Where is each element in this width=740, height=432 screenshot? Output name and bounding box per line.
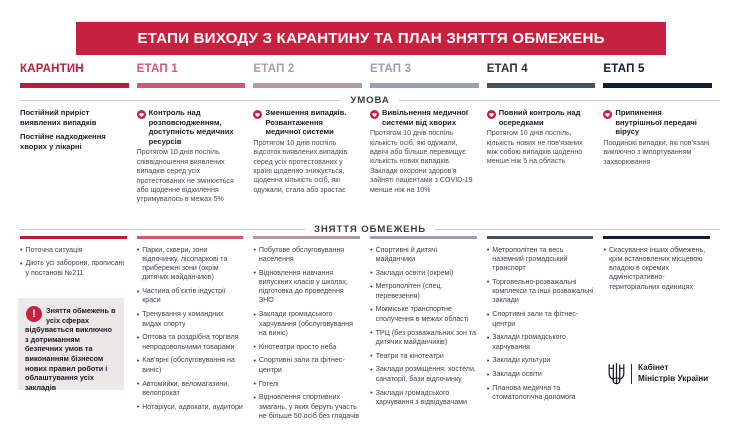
- list-item: • Спортивні зали та фітнес-центри: [487, 310, 594, 329]
- list-item: • Оптова та роздрібна торгівля непродовольчими товарами: [137, 333, 244, 352]
- condition-column-2: [137, 108, 254, 218]
- cabinet-of-ministers-logo: [608, 362, 708, 385]
- exclamation-icon: !: [26, 306, 42, 322]
- heart-icon: [603, 110, 612, 119]
- stage-label: ЕТАП 3: [370, 63, 412, 75]
- restriction-column-3: [253, 236, 370, 420]
- restriction-color-bar: [370, 236, 477, 239]
- tryzub-icon: [608, 362, 625, 385]
- condition-body: Поодинокі випадки, які пов'язані виключно з імпортуванням захворювання: [603, 138, 710, 166]
- divider-line-right: [399, 100, 720, 101]
- list-item: • Торговельно-розважальні комплекси та інші розважальні заклади: [487, 278, 594, 306]
- restriction-color-bar: [137, 236, 244, 239]
- list-item: • Автомийки, веломагазини, велопрокат: [137, 380, 244, 399]
- list-item: • Діють усі заборони, прописані у постанові №211: [20, 259, 127, 278]
- list-item: • Заклади громадського харчування з відвідувачами: [370, 389, 477, 408]
- restriction-list: [370, 246, 477, 408]
- condition-column-1: [20, 108, 137, 218]
- list-item: • Театри та кінотеатри: [370, 352, 477, 361]
- restriction-list: [253, 246, 360, 422]
- logo-line-2: Міністрів України: [638, 373, 709, 383]
- stage-color-bar: [253, 83, 362, 88]
- restriction-color-bar: [253, 236, 360, 239]
- logo-text: [638, 363, 708, 384]
- condition-section-divider: [20, 95, 720, 106]
- stage-color-bar: [487, 83, 596, 88]
- condition-heading: [137, 108, 244, 146]
- list-item: • Парки, сквери, зони відпочинку, лісопаркові та прибережні зони (окрім дитячих майданчиків): [137, 246, 244, 283]
- stage-color-bar: [20, 83, 129, 88]
- stage-column-4: [370, 62, 487, 90]
- list-item: • Міжміське транспортне сполучення в межах області: [370, 305, 477, 324]
- list-item: • ТРЦ (без розважальних зон та дитячих майданчиків): [370, 329, 477, 348]
- list-item: • Частина об'єктів індустрії краси: [137, 287, 244, 306]
- list-item: • Заклади культури: [487, 356, 594, 365]
- list-item: • Заклади освіти: [487, 370, 594, 379]
- list-item: • Нотаріуси, адвокати, аудитори: [137, 403, 244, 412]
- divider-line-left: [20, 229, 305, 230]
- divider-line-left: [20, 100, 341, 101]
- list-item: • Скасування інших обмежень, крім встановлених місцевою владою в окремих адміністративно-територіальних одиницях: [603, 246, 710, 292]
- list-item: • Планова медична та стоматологічна допомога: [487, 384, 594, 403]
- list-item: • Метрополітен та весь наземний громадський транспорт: [487, 246, 594, 274]
- stage-column-5: [487, 62, 604, 90]
- condition-body: Протягом 10 днів поспіль відсоток виявлених випадків серед усіх протестованих у країні щоденно знижується, щоденна кількість осіб, які одужали, стала або зростає: [253, 138, 348, 194]
- stage-label: КАРАНТИН: [20, 63, 84, 75]
- list-item: • Метрополітен (спец. перевезення): [370, 282, 477, 301]
- stage-color-bar: [370, 83, 479, 88]
- stage-column-3: [253, 62, 370, 90]
- list-item: • Готелі: [253, 380, 360, 389]
- condition-body: Протягом 10 днів поспіль, кількість нових не пов'язаних між собою випадків щоденно менше ніж 5 на область: [486, 129, 583, 166]
- restriction-list: [20, 246, 127, 278]
- stage-color-bar: [137, 83, 246, 88]
- list-item: • Спортивні зали та фітнес-центри: [253, 356, 360, 375]
- stage-label: ЕТАП 4: [486, 63, 528, 75]
- stage-column-6: [603, 62, 720, 90]
- conditions-row: [20, 108, 720, 218]
- condition-title: Контроль над розповсюдженням, доступність медичних ресурсів: [148, 108, 234, 146]
- condition-heading: [487, 108, 594, 127]
- restriction-column-2: [137, 236, 254, 416]
- condition-column-5: [487, 108, 604, 218]
- heart-icon: [253, 110, 262, 119]
- condition-column-6: [603, 108, 720, 218]
- condition-heading: [370, 108, 477, 127]
- restriction-column-4: [370, 236, 487, 416]
- condition-column-4: [370, 108, 487, 218]
- restrictions-section-label: ЗНЯТТЯ ОБМЕЖЕНЬ: [313, 224, 427, 235]
- divider-line-right: [435, 229, 720, 230]
- stage-label: ЕТАП 2: [253, 63, 295, 75]
- restrictions-section-divider: [20, 224, 720, 235]
- restriction-color-bar: [20, 236, 127, 239]
- page-title: ЕТАПИ ВИХОДУ З КАРАНТИНУ ТА ПЛАН ЗНЯТТЯ ОБМЕЖЕНЬ: [137, 30, 605, 47]
- condition-title: Зменшення випадків. Розвантаження медичної системи: [265, 108, 347, 137]
- list-item: • Тренування у командних видах спорту: [137, 310, 244, 329]
- restriction-list: [487, 246, 594, 403]
- condition-body: Протягом 10 днів поспіль кількість осіб, які одужали, вдвічі або більше перевищує кількість нових випадків. Заклади охорони здоров'я зайняті пацієнтами з COVID-19 менше ніж на 10%: [370, 129, 473, 194]
- heart-icon: [370, 110, 379, 119]
- list-item: • Спортивні й дитячі майданчики: [370, 246, 477, 265]
- safety-note-box: [18, 298, 124, 390]
- condition-title: Вивільнення медичної системи від хворих: [382, 108, 469, 127]
- condition-plain-line: Постійне надходження хворих у лікарні: [20, 132, 106, 151]
- logo-line-1: Кабінет: [638, 363, 669, 372]
- condition-plain-line: Постійний приріст виявлених випадків: [20, 108, 97, 127]
- stage-column-1: [20, 62, 137, 90]
- list-item: • Поточна ситуація: [20, 246, 127, 255]
- list-item: • Заклади громадського харчування (обслуговування на виніс): [253, 310, 360, 338]
- list-item: • Кінотеатри просто неба: [253, 343, 360, 352]
- condition-title: Припинення внутрішньої передачі вірусу: [615, 108, 697, 137]
- page-title-banner: [76, 22, 666, 55]
- restriction-color-bar: [487, 236, 594, 239]
- list-item: • Заклади освіти (окремі): [370, 269, 477, 278]
- list-item: • Відновлення навчання випускних класів у школах, підготовка до проведення ЗНО: [253, 269, 360, 306]
- restriction-column-6: [603, 236, 720, 416]
- stage-column-2: [137, 62, 254, 90]
- list-item: • Заклади громадського харчування: [487, 333, 594, 352]
- stage-header-row: [20, 62, 720, 90]
- heart-icon: [487, 110, 496, 119]
- restriction-list: [137, 246, 244, 412]
- condition-column-3: [253, 108, 370, 218]
- restrictions-row: [20, 236, 720, 420]
- stage-label: ЕТАП 5: [603, 63, 645, 75]
- restriction-color-bar: [603, 236, 710, 239]
- condition-heading: [603, 108, 710, 137]
- restriction-column-5: [487, 236, 604, 416]
- restriction-list: [603, 246, 710, 292]
- stage-label: ЕТАП 1: [136, 63, 178, 75]
- condition-body: Протягом 10 днів поспіль співвідношення виявлених випадків серед усіх протестованих не змінюється або щоденне відхилення утримувалось в межах 5%: [136, 148, 234, 204]
- condition-heading: [253, 108, 360, 137]
- logo-divider: [631, 364, 632, 384]
- list-item: • Побутове обслуговування населення: [253, 246, 360, 265]
- heart-icon: [137, 110, 146, 119]
- list-item: • Кав'ярні (обслуговування на виніс): [137, 356, 244, 375]
- list-item: • Заклади розміщення: хостели, санаторії, бази відпочинку: [370, 365, 477, 384]
- condition-section-label: УМОВА: [350, 95, 390, 106]
- list-item: • Відновлення спортивних змагань, у яких беруть участь не більше 50 осіб без глядачів: [253, 393, 360, 421]
- condition-title: Повний контроль над осередками: [498, 108, 581, 127]
- safety-note-text: Зняття обмежень в усіх сферах відбувається виключно з дотриманням безпечних умов та виконанням бізнесом нових правил роботи і облаштування усіх закладів: [25, 306, 116, 392]
- stage-color-bar: [603, 83, 712, 88]
